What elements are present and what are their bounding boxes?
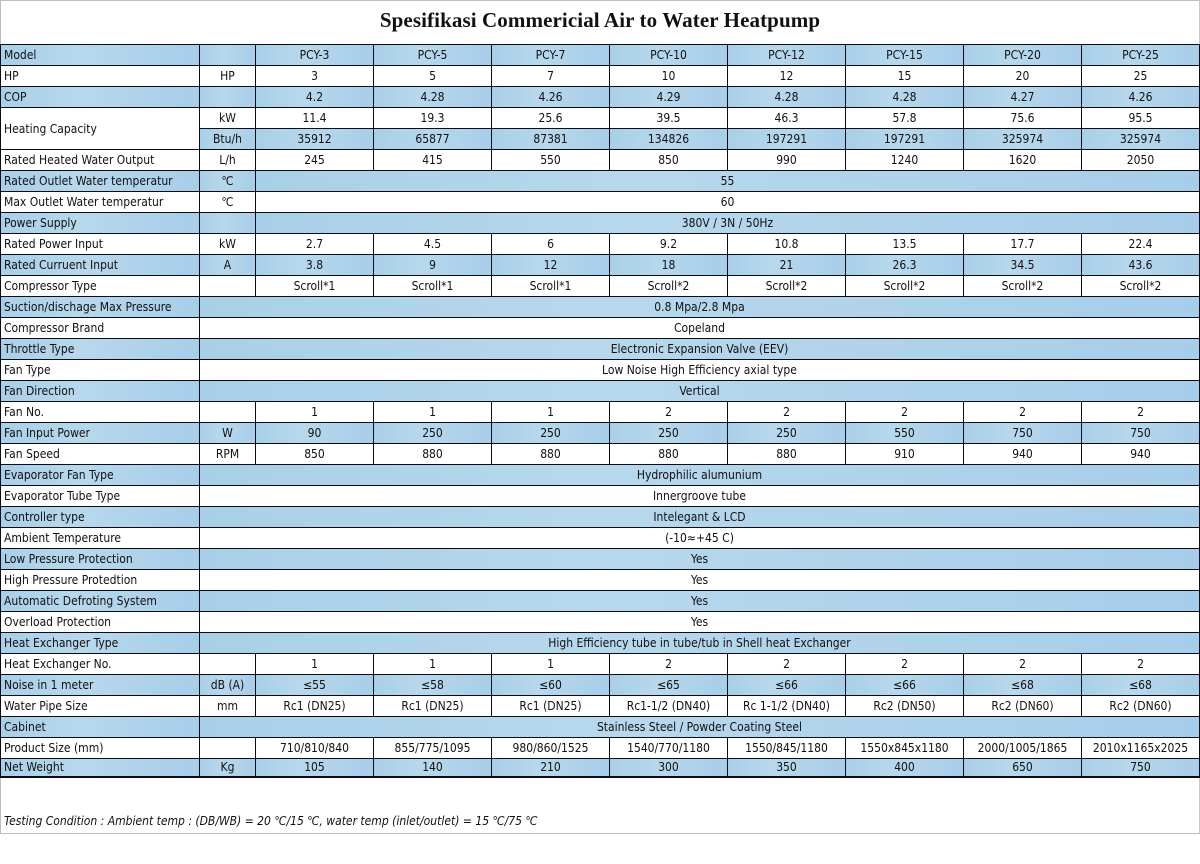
value-cell: 750 <box>964 423 1082 444</box>
value-cell: 2 <box>846 654 964 675</box>
value-cell: 4.28 <box>728 87 846 108</box>
value-cell: 2 <box>728 402 846 423</box>
value-cell: 710/810/840 <box>256 738 374 759</box>
value-cell: 750 <box>1082 759 1200 778</box>
value-cell: Scroll*2 <box>728 276 846 297</box>
value-cell: Rc1-1/2 (DN40) <box>610 696 728 717</box>
hx-no-row <box>1 654 1200 675</box>
value-cell: 1 <box>492 654 610 675</box>
row-label: Evaporator Tube Type <box>1 486 200 507</box>
value-cell: 34.5 <box>964 255 1082 276</box>
row-label: Rated Power Input <box>1 234 200 255</box>
water-output-row <box>1 150 1200 171</box>
value-cell: 140 <box>374 759 492 778</box>
row-label: Compressor Brand <box>1 318 200 339</box>
value-cell: 1550/845/1180 <box>728 738 846 759</box>
shared-value-cell: Innergroove tube <box>200 486 1200 507</box>
value-cell: 1540/770/1180 <box>610 738 728 759</box>
unit-cell: HP <box>200 66 256 87</box>
value-cell: ≤66 <box>728 675 846 696</box>
value-cell: 2 <box>610 654 728 675</box>
value-cell: 940 <box>964 444 1082 465</box>
unit-cell: RPM <box>200 444 256 465</box>
fan-no-row <box>1 402 1200 423</box>
value-cell: Scroll*1 <box>374 276 492 297</box>
row-label: Low Pressure Protection <box>1 549 200 570</box>
shared-value-cell: Hydrophilic alumunium <box>200 465 1200 486</box>
value-cell: 880 <box>492 444 610 465</box>
value-cell: 57.8 <box>846 108 964 129</box>
unit-cell <box>200 45 256 66</box>
unit-cell <box>200 213 256 234</box>
value-cell: 4.2 <box>256 87 374 108</box>
fan-type-row <box>1 360 1200 381</box>
value-cell: 400 <box>846 759 964 778</box>
value-cell: 12 <box>728 66 846 87</box>
compressor-brand-row <box>1 318 1200 339</box>
value-cell: 4.28 <box>374 87 492 108</box>
value-cell: 4.27 <box>964 87 1082 108</box>
value-cell: 2 <box>964 402 1082 423</box>
unit-cell: W <box>200 423 256 444</box>
value-cell: 980/860/1525 <box>492 738 610 759</box>
power-input-row <box>1 234 1200 255</box>
fan-speed-row <box>1 444 1200 465</box>
value-cell: 4.28 <box>846 87 964 108</box>
value-cell: ≤58 <box>374 675 492 696</box>
row-label: Evaporator Fan Type <box>1 465 200 486</box>
value-cell: 197291 <box>728 129 846 150</box>
value-cell: Scroll*1 <box>256 276 374 297</box>
value-cell: 2050 <box>1082 150 1200 171</box>
value-cell: 2010x1165x2025 <box>1082 738 1200 759</box>
value-cell: 10.8 <box>728 234 846 255</box>
value-cell: 2.7 <box>256 234 374 255</box>
testing-condition-note: Testing Condition : Ambient temp : (DB/WB) = 20 ℃/15 ℃, water temp (inlet/outlet) = 15 ℃/75 ℃ <box>4 814 538 828</box>
unit-cell <box>200 654 256 675</box>
value-cell: 12 <box>492 255 610 276</box>
unit-cell <box>200 402 256 423</box>
evap-tube-type-row <box>1 486 1200 507</box>
row-label: Automatic Defroting System <box>1 591 200 612</box>
value-cell: 35912 <box>256 129 374 150</box>
value-cell: 250 <box>492 423 610 444</box>
row-label: Water Pipe Size <box>1 696 200 717</box>
value-cell: 17.7 <box>964 234 1082 255</box>
value-cell: Scroll*2 <box>964 276 1082 297</box>
hp-row <box>1 66 1200 87</box>
row-label: Fan Direction <box>1 381 200 402</box>
value-cell: 325974 <box>1082 129 1200 150</box>
row-label: Fan No. <box>1 402 200 423</box>
value-cell: 43.6 <box>1082 255 1200 276</box>
shared-value-cell: Yes <box>200 612 1200 633</box>
shared-value-cell: 60 <box>256 192 1200 213</box>
value-cell: 13.5 <box>846 234 964 255</box>
controller-type-row <box>1 507 1200 528</box>
shared-value-cell: Yes <box>200 591 1200 612</box>
row-label: Cabinet <box>1 717 200 738</box>
value-cell: 5 <box>374 66 492 87</box>
value-cell: 2 <box>846 402 964 423</box>
row-label: Max Outlet Water temperatur <box>1 192 200 213</box>
value-cell: 350 <box>728 759 846 778</box>
unit-cell: Btu/h <box>200 129 256 150</box>
value-cell: 1 <box>374 654 492 675</box>
noise-row <box>1 675 1200 696</box>
spec-table <box>0 44 1200 778</box>
row-label: Heat Exchanger No. <box>1 654 200 675</box>
rated-outlet-temp-row <box>1 171 1200 192</box>
value-cell: ≤66 <box>846 675 964 696</box>
value-cell: 300 <box>610 759 728 778</box>
value-cell: 1550x845x1180 <box>846 738 964 759</box>
unit-cell: ℃ <box>200 171 256 192</box>
value-cell: 855/775/1095 <box>374 738 492 759</box>
value-cell: 550 <box>492 150 610 171</box>
value-cell: 9.2 <box>610 234 728 255</box>
throttle-type-row <box>1 339 1200 360</box>
value-cell: 1 <box>256 654 374 675</box>
model-name: PCY-5 <box>374 45 492 66</box>
shared-value-cell: (-10≈+45 C) <box>200 528 1200 549</box>
value-cell: 250 <box>374 423 492 444</box>
row-label: Heat Exchanger Type <box>1 633 200 654</box>
value-cell: 1620 <box>964 150 1082 171</box>
row-label: Model <box>1 45 200 66</box>
value-cell: Scroll*1 <box>492 276 610 297</box>
value-cell: Rc1 (DN25) <box>492 696 610 717</box>
page-title: Spesifikasi Commericial Air to Water Heatpump <box>379 8 821 32</box>
power-supply-row <box>1 213 1200 234</box>
value-cell: 210 <box>492 759 610 778</box>
row-label: COP <box>1 87 200 108</box>
shared-value-cell: Low Noise High Efficiency axial type <box>200 360 1200 381</box>
value-cell: 1240 <box>846 150 964 171</box>
ambient-temp-row <box>1 528 1200 549</box>
value-cell: 1 <box>492 402 610 423</box>
value-cell: 550 <box>846 423 964 444</box>
value-cell: 19.3 <box>374 108 492 129</box>
value-cell: 2 <box>610 402 728 423</box>
value-cell: 4.26 <box>492 87 610 108</box>
row-label: Overload Protection <box>1 612 200 633</box>
shared-value-cell: Vertical <box>200 381 1200 402</box>
value-cell: 1 <box>256 402 374 423</box>
row-label: Heating Capacity <box>1 108 200 150</box>
unit-cell: kW <box>200 234 256 255</box>
water-pipe-row <box>1 696 1200 717</box>
value-cell: Rc2 (DN60) <box>1082 696 1200 717</box>
value-cell: 22.4 <box>1082 234 1200 255</box>
row-label: Power Supply <box>1 213 200 234</box>
value-cell: Rc2 (DN60) <box>964 696 1082 717</box>
shared-value-cell: Intelegant & LCD <box>200 507 1200 528</box>
value-cell: 21 <box>728 255 846 276</box>
value-cell: 6 <box>492 234 610 255</box>
value-cell: 105 <box>256 759 374 778</box>
value-cell: 20 <box>964 66 1082 87</box>
value-cell: Rc1 (DN25) <box>256 696 374 717</box>
hx-type-row <box>1 633 1200 654</box>
shared-value-cell: 380V / 3N / 50Hz <box>256 213 1200 234</box>
shared-value-cell: Stainless Steel / Powder Coating Steel <box>200 717 1200 738</box>
value-cell: ≤68 <box>1082 675 1200 696</box>
row-label: Suction/dischage Max Pressure <box>1 297 200 318</box>
unit-cell <box>200 276 256 297</box>
unit-cell: dB (A) <box>200 675 256 696</box>
fan-input-power-row <box>1 423 1200 444</box>
shared-value-cell: High Efficiency tube in tube/tub in Shell heat Exchanger <box>200 633 1200 654</box>
evap-fan-type-row <box>1 465 1200 486</box>
row-label: Compressor Type <box>1 276 200 297</box>
value-cell: 850 <box>256 444 374 465</box>
value-cell: ≤68 <box>964 675 1082 696</box>
value-cell: 650 <box>964 759 1082 778</box>
value-cell: 910 <box>846 444 964 465</box>
low-pressure-row <box>1 549 1200 570</box>
value-cell: 1 <box>374 402 492 423</box>
overload-row <box>1 612 1200 633</box>
compressor-type-row <box>1 276 1200 297</box>
value-cell: 65877 <box>374 129 492 150</box>
row-label: High Pressure Protedtion <box>1 570 200 591</box>
value-cell: 90 <box>256 423 374 444</box>
row-label: HP <box>1 66 200 87</box>
value-cell: 75.6 <box>964 108 1082 129</box>
value-cell: 245 <box>256 150 374 171</box>
shared-value-cell: Yes <box>200 570 1200 591</box>
value-cell: 25.6 <box>492 108 610 129</box>
model-name: PCY-7 <box>492 45 610 66</box>
value-cell: Rc 1-1/2 (DN40) <box>728 696 846 717</box>
value-cell: ≤60 <box>492 675 610 696</box>
unit-cell: Kg <box>200 759 256 778</box>
row-label: Ambient Temperature <box>1 528 200 549</box>
max-outlet-temp-row <box>1 192 1200 213</box>
model-name: PCY-15 <box>846 45 964 66</box>
value-cell: 95.5 <box>1082 108 1200 129</box>
shared-value-cell: Electronic Expansion Valve (EEV) <box>200 339 1200 360</box>
model-name: PCY-10 <box>610 45 728 66</box>
value-cell: 990 <box>728 150 846 171</box>
value-cell: Rc1 (DN25) <box>374 696 492 717</box>
value-cell: 18 <box>610 255 728 276</box>
value-cell: 250 <box>610 423 728 444</box>
value-cell: 415 <box>374 150 492 171</box>
product-size-row <box>1 738 1200 759</box>
cabinet-row <box>1 717 1200 738</box>
value-cell: Scroll*2 <box>610 276 728 297</box>
value-cell: 4.5 <box>374 234 492 255</box>
value-cell: 11.4 <box>256 108 374 129</box>
value-cell: 25 <box>1082 66 1200 87</box>
value-cell: 134826 <box>610 129 728 150</box>
value-cell: 10 <box>610 66 728 87</box>
row-label: Net Weight <box>1 759 200 778</box>
value-cell: 3 <box>256 66 374 87</box>
net-weight-row <box>1 759 1200 778</box>
shared-value-cell: Copeland <box>200 318 1200 339</box>
row-label: Throttle Type <box>1 339 200 360</box>
value-cell: 2 <box>1082 402 1200 423</box>
row-label: Fan Input Power <box>1 423 200 444</box>
row-label: Noise in 1 meter <box>1 675 200 696</box>
value-cell: ≤55 <box>256 675 374 696</box>
value-cell: 880 <box>610 444 728 465</box>
defrost-row <box>1 591 1200 612</box>
value-cell: 325974 <box>964 129 1082 150</box>
unit-cell: A <box>200 255 256 276</box>
value-cell: 4.29 <box>610 87 728 108</box>
value-cell: 850 <box>610 150 728 171</box>
value-cell: 2 <box>1082 654 1200 675</box>
fan-direction-row <box>1 381 1200 402</box>
value-cell: Scroll*2 <box>1082 276 1200 297</box>
value-cell: 39.5 <box>610 108 728 129</box>
value-cell: 4.26 <box>1082 87 1200 108</box>
value-cell: Scroll*2 <box>846 276 964 297</box>
current-input-row <box>1 255 1200 276</box>
row-label: Controller type <box>1 507 200 528</box>
value-cell: 2000/1005/1865 <box>964 738 1082 759</box>
value-cell: 87381 <box>492 129 610 150</box>
unit-cell: L/h <box>200 150 256 171</box>
value-cell: 46.3 <box>728 108 846 129</box>
row-label: Rated Outlet Water temperatur <box>1 171 200 192</box>
heating-capacity-kw-row <box>1 108 1200 129</box>
unit-cell: mm <box>200 696 256 717</box>
value-cell: 250 <box>728 423 846 444</box>
value-cell: 880 <box>374 444 492 465</box>
value-cell: 9 <box>374 255 492 276</box>
value-cell: 197291 <box>846 129 964 150</box>
unit-cell: kW <box>200 108 256 129</box>
unit-cell <box>200 738 256 759</box>
model-name: PCY-3 <box>256 45 374 66</box>
unit-cell: ℃ <box>200 192 256 213</box>
model-name: PCY-20 <box>964 45 1082 66</box>
max-pressure-row <box>1 297 1200 318</box>
row-label: Fan Type <box>1 360 200 381</box>
row-label: Product Size (mm) <box>1 738 200 759</box>
value-cell: 15 <box>846 66 964 87</box>
shared-value-cell: 0.8 Mpa/2.8 Mpa <box>200 297 1200 318</box>
model-name: PCY-12 <box>728 45 846 66</box>
shared-value-cell: 55 <box>256 171 1200 192</box>
value-cell: 3.8 <box>256 255 374 276</box>
value-cell: 7 <box>492 66 610 87</box>
value-cell: 2 <box>728 654 846 675</box>
cop-row <box>1 87 1200 108</box>
row-label: Rated Heated Water Output <box>1 150 200 171</box>
value-cell: 940 <box>1082 444 1200 465</box>
value-cell: 2 <box>964 654 1082 675</box>
value-cell: 880 <box>728 444 846 465</box>
model-name: PCY-25 <box>1082 45 1200 66</box>
unit-cell <box>200 87 256 108</box>
row-label: Fan Speed <box>1 444 200 465</box>
value-cell: ≤65 <box>610 675 728 696</box>
row-label: Rated Curruent Input <box>1 255 200 276</box>
high-pressure-row <box>1 570 1200 591</box>
value-cell: 750 <box>1082 423 1200 444</box>
shared-value-cell: Yes <box>200 549 1200 570</box>
value-cell: 26.3 <box>846 255 964 276</box>
model-header-row <box>1 45 1200 66</box>
value-cell: Rc2 (DN50) <box>846 696 964 717</box>
